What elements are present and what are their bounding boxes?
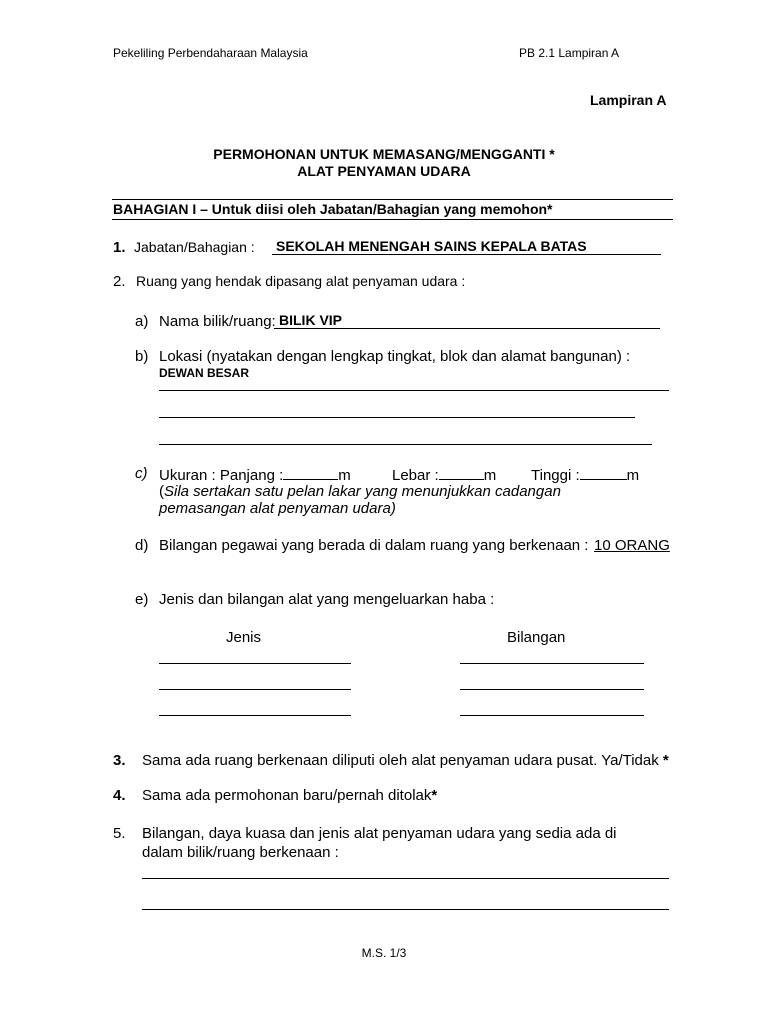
q2c-tinggi-blank bbox=[580, 465, 627, 480]
q2e-bilangan-line-3 bbox=[460, 715, 644, 716]
q2c-tinggi-unit: m bbox=[626, 467, 640, 484]
q1-label: Jabatan/Bahagian : bbox=[134, 239, 255, 255]
q2e-bilangan-line-1 bbox=[460, 663, 644, 664]
page-number: M.S. 1/3 bbox=[361, 946, 407, 960]
q2e-bilangan-line-2 bbox=[460, 689, 644, 690]
q4-text bbox=[142, 787, 437, 804]
q5-number: 5. bbox=[113, 825, 126, 842]
q2c-lebar-blank bbox=[439, 465, 484, 480]
q2d-marker: d) bbox=[135, 537, 149, 554]
q2a-underline bbox=[274, 328, 660, 329]
section-top-rule bbox=[112, 199, 673, 200]
q5-line-2 bbox=[142, 909, 669, 910]
q4-number: 4. bbox=[113, 787, 126, 804]
title-line1: PERMOHONAN UNTUK MEMASANG/MENGGANTI * bbox=[213, 146, 555, 162]
q5-line2: dalam bilik/ruang berkenaan : bbox=[142, 844, 339, 861]
header-right: PB 2.1 Lampiran A bbox=[519, 46, 620, 60]
q4-star: * bbox=[431, 787, 438, 804]
lampiran-label: Lampiran A bbox=[590, 92, 667, 108]
q2c-note-line1 bbox=[159, 483, 561, 500]
q2b-line-3 bbox=[159, 444, 652, 445]
q2e-jenis-line-3 bbox=[159, 715, 351, 716]
q2c-panjang-unit: m bbox=[338, 467, 351, 484]
q2c-measure-row bbox=[159, 465, 351, 484]
title-line2: ALAT PENYAMAN UDARA bbox=[297, 163, 471, 179]
q2e-jenis-line-1 bbox=[159, 663, 351, 664]
q2c-note-line2: pemasangan alat penyaman udara) bbox=[159, 500, 396, 517]
q2b-label: Lokasi (nyatakan dengan lengkap tingkat, blok dan alamat bangunan) : bbox=[159, 348, 631, 365]
section-bottom-rule bbox=[112, 219, 673, 220]
q2e-col-jenis: Jenis bbox=[226, 629, 262, 646]
header-left: Pekeliling Perbendaharaan Malaysia bbox=[113, 46, 308, 60]
q2c-panjang-label: Ukuran : Panjang : bbox=[159, 467, 284, 484]
q1-underline bbox=[272, 254, 661, 255]
q5-line-1 bbox=[142, 878, 669, 879]
q3-label: Sama ada ruang berkenaan diliputi oleh alat penyaman udara pusat. Ya/Tidak bbox=[142, 752, 659, 769]
q1-number: 1. bbox=[113, 239, 126, 256]
q2b-marker: b) bbox=[135, 348, 149, 365]
section-heading: BAHAGIAN I – Untuk diisi oleh Jabatan/Bahagian yang memohon* bbox=[113, 201, 553, 217]
q2a-label: Nama bilik/ruang: bbox=[159, 313, 276, 330]
q2d-label: Bilangan pegawai yang berada di dalam ruang yang berkenaan : bbox=[159, 537, 589, 554]
q2c-marker: c) bbox=[135, 465, 148, 482]
q3-number: 3. bbox=[113, 752, 126, 769]
q4-label: Sama ada permohonan baru/pernah ditolak bbox=[142, 787, 432, 804]
q2c-note-paren: ( bbox=[159, 483, 164, 500]
q2e-marker: e) bbox=[135, 591, 149, 608]
q2e-jenis-line-2 bbox=[159, 689, 351, 690]
q2c-tinggi bbox=[531, 465, 639, 484]
q5-line1: Bilangan, daya kuasa dan jenis alat penyaman udara yang sedia ada di bbox=[142, 825, 617, 842]
q2c-note-text1: Sila sertakan satu pelan lakar yang menunjukkan cadangan bbox=[164, 483, 561, 500]
q2e-col-bilangan: Bilangan bbox=[507, 629, 566, 646]
q2-label: Ruang yang hendak dipasang alat penyaman udara : bbox=[136, 273, 466, 289]
q2c-lebar bbox=[392, 465, 496, 484]
q2-number: 2. bbox=[113, 273, 126, 290]
q2c-lebar-label: Lebar : bbox=[392, 467, 439, 484]
q2c-lebar-unit: m bbox=[483, 467, 497, 484]
q3-text bbox=[142, 752, 669, 769]
q2c-panjang-blank bbox=[283, 465, 338, 480]
q2b-line-2 bbox=[159, 417, 635, 418]
q1-value: SEKOLAH MENENGAH SAINS KEPALA BATAS bbox=[276, 238, 587, 254]
q2e-label: Jenis dan bilangan alat yang mengeluarkan haba : bbox=[159, 591, 495, 608]
q2d-value: 10 ORANG bbox=[594, 537, 670, 554]
q2a-marker: a) bbox=[135, 313, 149, 330]
q2c-tinggi-label: Tinggi : bbox=[531, 467, 580, 484]
q3-star: * bbox=[662, 752, 669, 769]
q2a-value: BILIK VIP bbox=[279, 312, 343, 328]
q2b-line-1 bbox=[159, 390, 669, 391]
q2b-value: DEWAN BESAR bbox=[159, 366, 250, 380]
